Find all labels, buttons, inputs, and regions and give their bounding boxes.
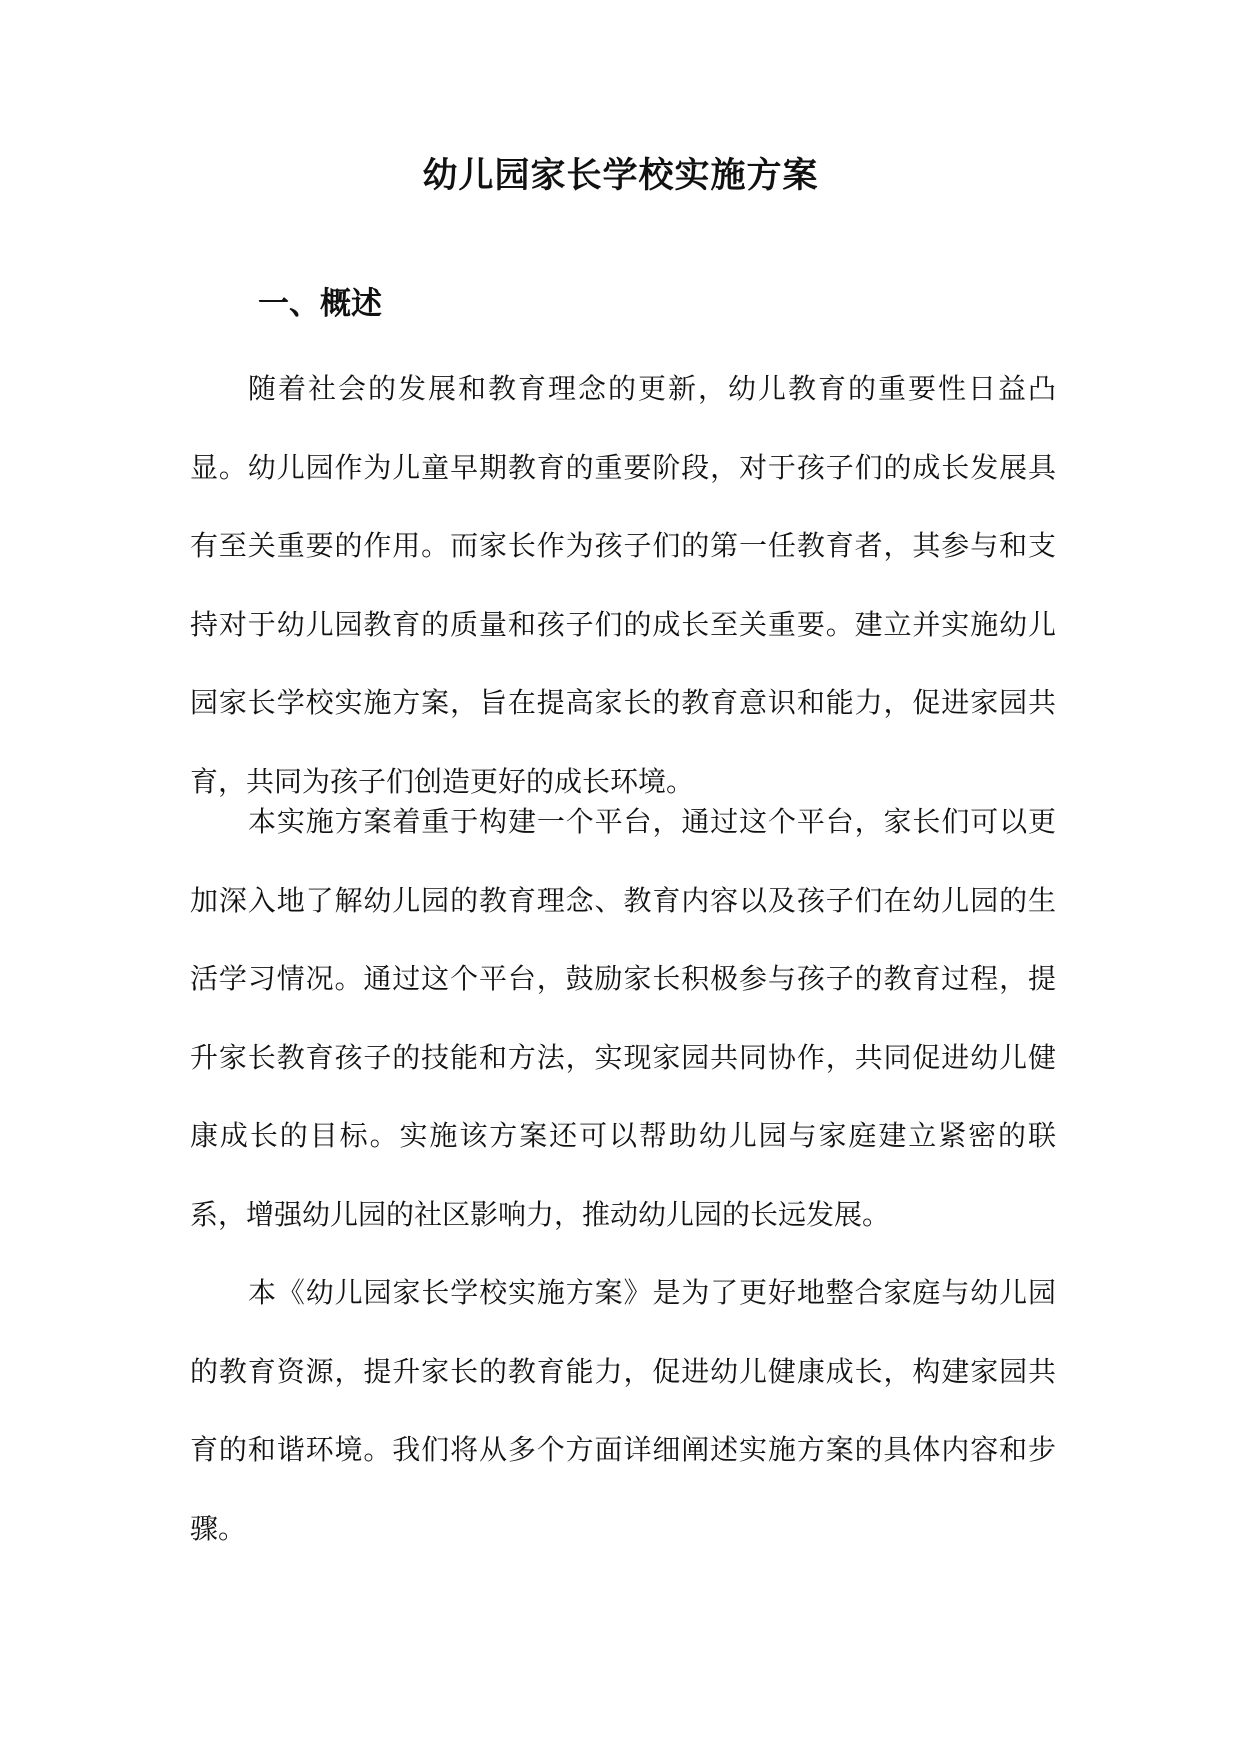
paragraph-1: 随着社会的发展和教育理念的更新，幼儿教育的重要性日益凸显。幼儿园作为儿童早期教育的重要阶段，对于孩子们的成长发展具有至关重要的作用。而家长作为孩子们的第一任教育者，其参与和支持对于幼儿园教育的质量和孩子们的成长至关重要。建立并实施幼儿园家长学校实施方案，旨在提高家长的教育意识和能力，促进家园共育，共同为孩子们创造更好的成长环境。	[190, 372, 1056, 798]
paragraph-2: 本实施方案着重于构建一个平台，通过这个平台，家长们可以更加深入地了解幼儿园的教育理念、教育内容以及孩子们在幼儿园的生活学习情况。通过这个平台，鼓励家长积极参与孩子的教育过程，提升家长教育孩子的技能和方法，实现家园共同协作，共同促进幼儿健康成长的目标。实施该方案还可以帮助幼儿园与家庭建立紧密的联系，增强幼儿园的社区影响力，推动幼儿园的长远发展。	[190, 805, 1056, 1231]
paragraph-3: 本《幼儿园家长学校实施方案》是为了更好地整合家庭与幼儿园的教育资源，提升家长的教育能力，促进幼儿健康成长，构建家园共育的和谐环境。我们将从多个方面详细阐述实施方案的具体内容和步骤。	[190, 1276, 1056, 1545]
page-title: 幼儿园家长学校实施方案	[422, 156, 819, 196]
section-heading-overview: 一、概述	[258, 286, 382, 322]
